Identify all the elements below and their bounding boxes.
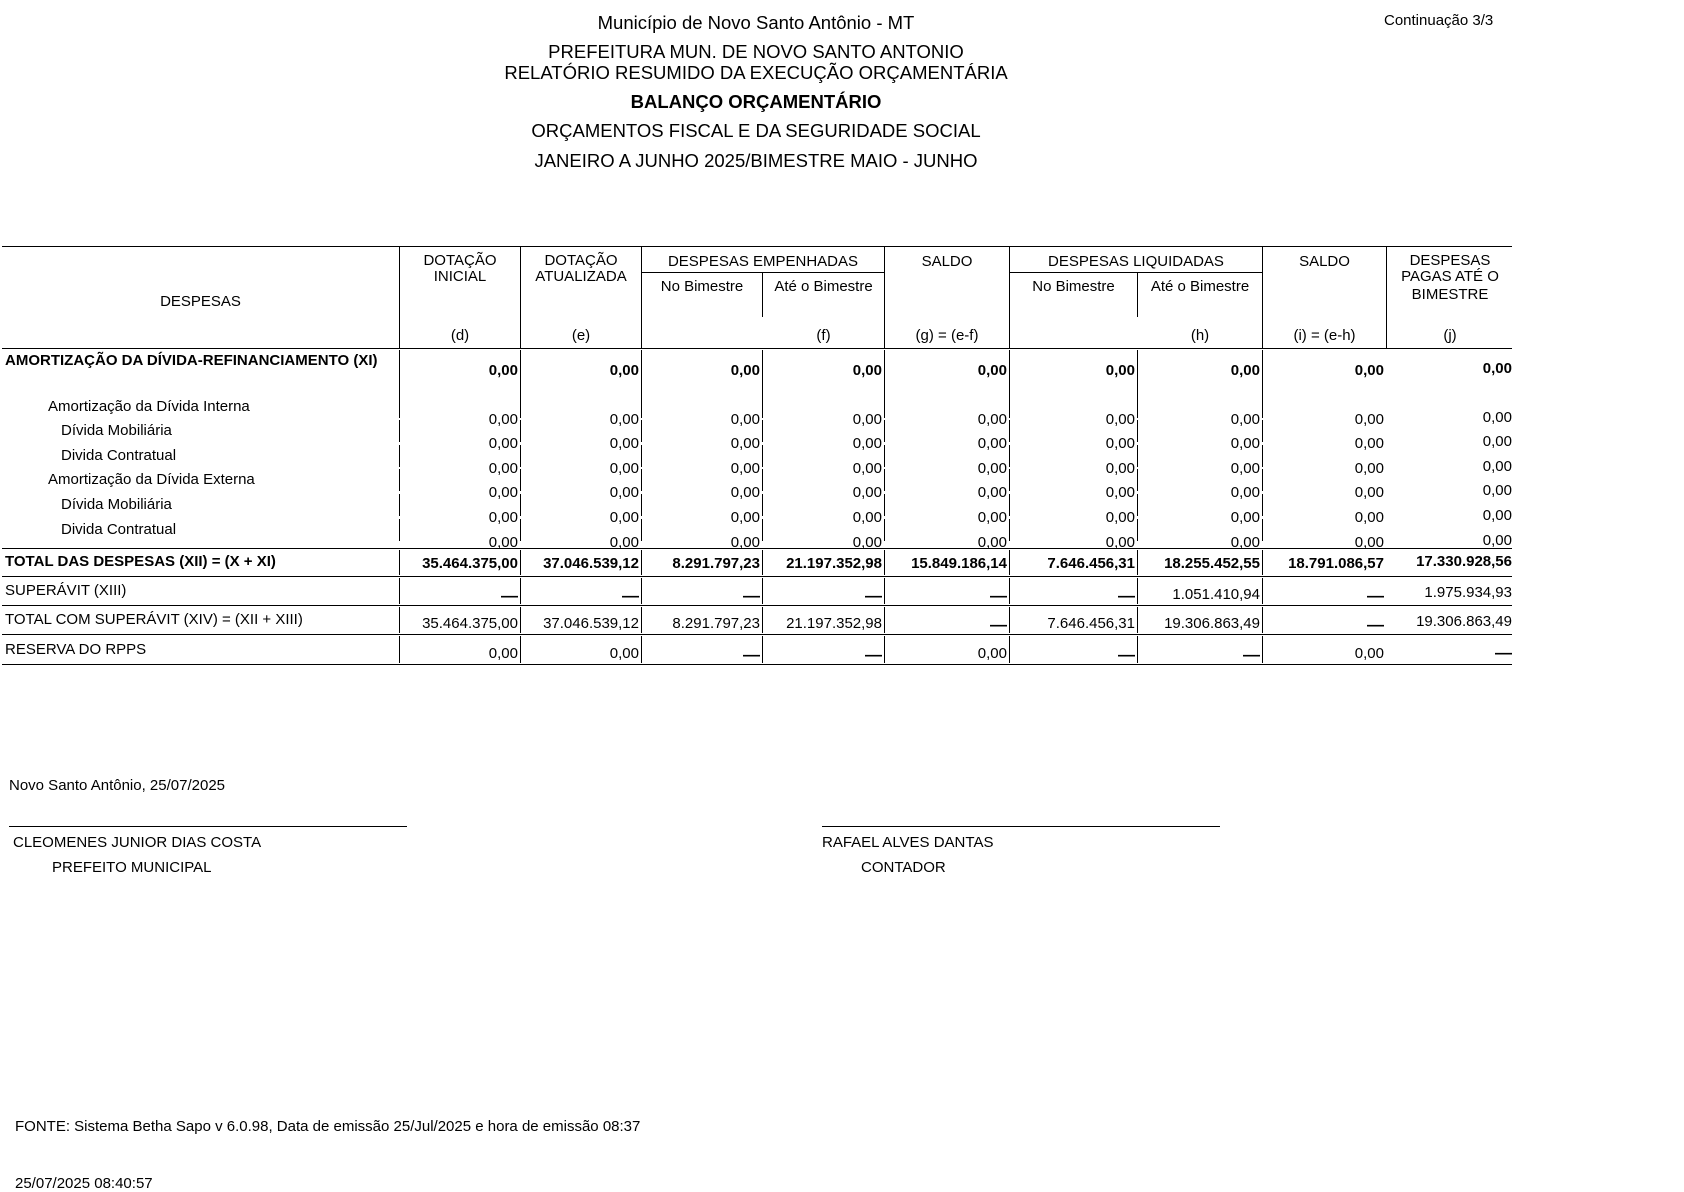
col-header-pagas-3: BIMESTRE — [1411, 286, 1489, 303]
row-label: Dívida Mobiliária — [61, 422, 172, 439]
table-cell: 0,00 — [977, 411, 1007, 428]
report-name: RELATÓRIO RESUMIDO DA EXECUÇÃO ORÇAMENTÁRIA — [504, 62, 1008, 83]
row-col-divider — [1262, 550, 1263, 575]
table-cell: 0,00 — [1105, 435, 1135, 452]
table-cell: 0,00 — [1482, 409, 1512, 426]
row-label: Amortização da Dívida Interna — [48, 398, 250, 415]
table-cell: 0,00 — [488, 645, 518, 662]
row-col-divider — [399, 350, 400, 372]
row-col-divider — [1262, 494, 1263, 516]
table-cell: 0,00 — [852, 534, 882, 551]
row-col-divider — [1009, 607, 1010, 633]
row-col-divider — [1137, 445, 1138, 467]
row-col-divider — [1009, 396, 1010, 418]
table-cell: 0,00 — [730, 484, 760, 501]
table-cell: 0,00 — [977, 509, 1007, 526]
row-col-divider — [1009, 420, 1010, 442]
table-cell: — — [1367, 615, 1384, 634]
col-code-j: (j) — [1443, 327, 1457, 344]
row-col-divider — [1137, 550, 1138, 575]
table-cell: 0,00 — [1354, 645, 1384, 662]
table-cell: 18.791.086,57 — [1288, 555, 1384, 572]
table-cell: 0,00 — [1482, 458, 1512, 475]
row-col-divider — [1009, 519, 1010, 541]
table-cell: — — [1118, 645, 1135, 664]
table-cell: 0,00 — [852, 509, 882, 526]
row-col-divider — [641, 420, 642, 442]
row-col-divider — [1262, 469, 1263, 491]
row-col-divider — [1009, 469, 1010, 491]
row-col-divider — [641, 550, 642, 575]
table-cell: 0,00 — [1230, 534, 1260, 551]
report-period: JANEIRO A JUNHO 2025/BIMESTRE MAIO - JUNHO — [534, 150, 978, 171]
table-cell: 0,00 — [609, 362, 639, 379]
row-col-divider — [520, 578, 521, 604]
table-cell: 0,00 — [488, 362, 518, 379]
col-code-f: (f) — [816, 327, 831, 344]
row-col-divider — [884, 396, 885, 418]
row-label: RESERVA DO RPPS — [5, 641, 147, 658]
municipality-title: Município de Novo Santo Antônio - MT — [597, 12, 915, 33]
table-cell: — — [1367, 586, 1384, 605]
row-label: TOTAL COM SUPERÁVIT (XIV) = (XII + XIII) — [5, 611, 303, 628]
place-date: Novo Santo Antônio, 25/07/2025 — [9, 777, 226, 794]
table-cell: 0,00 — [977, 362, 1007, 379]
table-cell: 0,00 — [977, 484, 1007, 501]
row-col-divider — [762, 494, 763, 516]
table-cell: 1.051.410,94 — [1172, 586, 1260, 603]
report-scope: ORÇAMENTOS FISCAL E DA SEGURIDADE SOCIAL — [531, 120, 981, 141]
col-header-dotacao-atualizada: DOTAÇÃO — [544, 252, 618, 269]
row-col-divider — [399, 636, 400, 663]
table-cell: 0,00 — [1354, 460, 1384, 477]
row-col-divider — [762, 445, 763, 467]
row-col-divider — [399, 519, 400, 541]
col-code-g: (g) = (e-f) — [915, 327, 979, 344]
col-header-liq-no-bimestre: No Bimestre — [1032, 278, 1115, 295]
row-label: Divida Contratual — [61, 447, 177, 464]
row-col-divider — [641, 519, 642, 541]
table-cell: 0,00 — [609, 645, 639, 662]
table-cell: 0,00 — [1105, 362, 1135, 379]
table-cell: 0,00 — [852, 484, 882, 501]
table-cell: 0,00 — [1230, 362, 1260, 379]
table-cell: — — [501, 586, 518, 605]
row-col-divider — [884, 494, 885, 516]
row-col-divider — [520, 607, 521, 633]
row-col-divider — [399, 469, 400, 491]
col-header-despesas: DESPESAS — [160, 293, 241, 310]
continuation-label: Continuação 3/3 — [1384, 12, 1494, 29]
col-header-dotacao-atualizada-2: ATUALIZADA — [535, 268, 627, 285]
table-cell: 0,00 — [609, 435, 639, 452]
table-cell: 19.306.863,49 — [1164, 615, 1260, 632]
table-cell: 0,00 — [730, 411, 760, 428]
table-cell: 0,00 — [609, 534, 639, 551]
table-cell: 0,00 — [488, 534, 518, 551]
table-cell: — — [990, 586, 1007, 605]
row-col-divider — [520, 494, 521, 516]
table-cell: 0,00 — [730, 509, 760, 526]
table-cell: 0,00 — [1230, 484, 1260, 501]
row-col-divider — [884, 550, 885, 575]
signature-1-role: PREFEITO MUNICIPAL — [52, 859, 212, 876]
report-title: BALANÇO ORÇAMENTÁRIO — [630, 91, 882, 112]
signature-1-name: CLEOMENES JUNIOR DIAS COSTA — [13, 834, 262, 851]
row-col-divider — [1137, 519, 1138, 541]
row-col-divider — [884, 350, 885, 372]
table-cell: — — [743, 586, 760, 605]
row-col-divider — [520, 350, 521, 372]
row-col-divider — [641, 607, 642, 633]
table-cell: 0,00 — [1354, 362, 1384, 379]
row-col-divider — [884, 469, 885, 491]
table-cell: 0,00 — [730, 460, 760, 477]
table-cell: 0,00 — [609, 460, 639, 477]
row-label: Amortização da Dívida Externa — [48, 471, 255, 488]
row-col-divider — [762, 469, 763, 491]
table-cell: 1.975.934,93 — [1424, 584, 1512, 601]
row-label: Divida Contratual — [61, 521, 177, 538]
row-col-divider — [1009, 350, 1010, 372]
table-cell: 19.306.863,49 — [1416, 613, 1512, 630]
col-header-emp-no-bimestre: No Bimestre — [660, 278, 744, 295]
col-code-h: (h) — [1190, 327, 1210, 344]
row-col-divider — [1262, 578, 1263, 604]
table-cell: 0,00 — [1230, 411, 1260, 428]
table-cell: — — [743, 645, 760, 664]
row-col-divider — [399, 578, 400, 604]
row-col-divider — [520, 396, 521, 418]
table-cell: 0,00 — [852, 362, 882, 379]
row-col-divider — [641, 350, 642, 372]
row-col-divider — [1262, 607, 1263, 633]
table-cell: 0,00 — [1482, 360, 1512, 377]
row-col-divider — [399, 445, 400, 467]
col-code-i: (i) = (e-h) — [1293, 327, 1356, 344]
table-cell: 18.255.452,55 — [1164, 555, 1260, 572]
table-cell: 0,00 — [1482, 482, 1512, 499]
row-col-divider — [762, 519, 763, 541]
row-label: AMORTIZAÇÃO DA DÍVIDA-REFINANCIAMENTO (XI) — [5, 352, 378, 369]
col-header-liq-ate-bimestre: Até o Bimestre — [1150, 278, 1250, 295]
row-col-divider — [1262, 519, 1263, 541]
table-cell: 0,00 — [730, 435, 760, 452]
signature-2-name: RAFAEL ALVES DANTAS — [822, 834, 994, 851]
row-col-divider — [1137, 350, 1138, 372]
row-col-divider — [762, 578, 763, 604]
table-cell: 0,00 — [1482, 532, 1512, 549]
row-col-divider — [762, 607, 763, 633]
row-col-divider — [399, 550, 400, 575]
signature-line-2 — [822, 826, 1220, 827]
table-cell: — — [865, 645, 882, 664]
col-header-pagas-2: PAGAS ATÉ O — [1401, 268, 1499, 285]
table-cell: 0,00 — [1230, 509, 1260, 526]
row-col-divider — [641, 445, 642, 467]
table-cell: 37.046.539,12 — [543, 615, 639, 632]
source-note: FONTE: Sistema Betha Sapo v 6.0.98, Data de emissão 25/Jul/2025 e hora de emissão 08:37 — [15, 1118, 641, 1135]
row-col-divider — [520, 445, 521, 467]
row-col-divider — [1009, 494, 1010, 516]
row-rule-superavit — [2, 576, 1512, 577]
row-col-divider — [1262, 396, 1263, 418]
table-cell: 0,00 — [1354, 411, 1384, 428]
col-header-saldo-1: SALDO — [921, 253, 973, 270]
table-cell: 0,00 — [977, 435, 1007, 452]
row-col-divider — [641, 396, 642, 418]
row-col-divider — [641, 469, 642, 491]
table-cell: 0,00 — [1105, 509, 1135, 526]
row-col-divider — [520, 469, 521, 491]
table-cell: 0,00 — [852, 435, 882, 452]
row-col-divider — [399, 396, 400, 418]
row-col-divider — [762, 636, 763, 663]
row-col-divider — [884, 519, 885, 541]
row-col-divider — [884, 420, 885, 442]
row-col-divider — [1009, 636, 1010, 663]
row-col-divider — [762, 350, 763, 372]
table-cell: 0,00 — [977, 460, 1007, 477]
row-col-divider — [520, 519, 521, 541]
row-col-divider — [641, 494, 642, 516]
table-cell: 17.330.928,56 — [1416, 553, 1512, 570]
table-cell: 35.464.375,00 — [422, 615, 518, 632]
row-col-divider — [1137, 607, 1138, 633]
row-col-divider — [520, 636, 521, 663]
table-cell: 0,00 — [488, 484, 518, 501]
row-col-divider — [1262, 420, 1263, 442]
table-cell: 0,00 — [730, 534, 760, 551]
table-cell: 0,00 — [1482, 507, 1512, 524]
table-cell: 0,00 — [488, 509, 518, 526]
col-header-liquidadas: DESPESAS LIQUIDADAS — [1048, 253, 1224, 270]
col-header-emp-ate-bimestre: Até o Bimestre — [774, 278, 873, 295]
table-cell: 35.464.375,00 — [422, 555, 518, 572]
table-cell: — — [1118, 586, 1135, 605]
table-cell: 0,00 — [1354, 534, 1384, 551]
table-cell: 0,00 — [488, 411, 518, 428]
table-cell: — — [990, 615, 1007, 634]
table-cell: 0,00 — [1105, 534, 1135, 551]
row-col-divider — [1009, 578, 1010, 604]
table-cell: — — [1495, 643, 1512, 662]
table-cell: 0,00 — [1230, 435, 1260, 452]
row-col-divider — [399, 494, 400, 516]
table-cell: 15.849.186,14 — [911, 555, 1007, 572]
row-col-divider — [1262, 350, 1263, 372]
table-cell: 0,00 — [609, 484, 639, 501]
table-cell: 0,00 — [1230, 460, 1260, 477]
row-label: SUPERÁVIT (XIII) — [5, 582, 127, 599]
row-col-divider — [1009, 550, 1010, 575]
table-top-rule — [2, 246, 1512, 247]
table-cell: 0,00 — [1354, 484, 1384, 501]
row-col-divider — [1262, 636, 1263, 663]
row-col-divider — [762, 396, 763, 418]
row-col-divider — [884, 636, 885, 663]
table-cell: 0,00 — [488, 460, 518, 477]
table-cell: 0,00 — [977, 534, 1007, 551]
row-col-divider — [884, 445, 885, 467]
signature-line-1 — [9, 826, 407, 827]
table-cell: 0,00 — [977, 645, 1007, 662]
empenhadas-sub-rule — [642, 272, 884, 273]
col-code-d: (d) — [450, 327, 470, 344]
table-cell: 0,00 — [1354, 509, 1384, 526]
row-col-divider — [884, 578, 885, 604]
col-header-saldo-2: SALDO — [1299, 253, 1350, 270]
table-cell: 8.291.797,23 — [672, 615, 760, 632]
row-col-divider — [399, 607, 400, 633]
liquidadas-sub-rule — [1010, 272, 1262, 273]
row-col-divider — [1009, 445, 1010, 467]
col-header-dotacao-inicial-2: INICIAL — [433, 268, 487, 285]
print-timestamp: 25/07/2025 08:40:57 — [15, 1175, 153, 1192]
row-col-divider — [762, 550, 763, 575]
col-header-pagas: DESPESAS — [1409, 252, 1491, 269]
table-cell: 8.291.797,23 — [672, 555, 760, 572]
table-cell: — — [622, 586, 639, 605]
row-col-divider — [884, 607, 885, 633]
table-cell: 0,00 — [609, 411, 639, 428]
table-cell: 0,00 — [1105, 484, 1135, 501]
entity-name: PREFEITURA MUN. DE NOVO SANTO ANTONIO — [548, 41, 964, 62]
table-cell: 0,00 — [609, 509, 639, 526]
table-cell: 7.646.456,31 — [1047, 555, 1135, 572]
table-cell: 0,00 — [1105, 411, 1135, 428]
row-col-divider — [1137, 469, 1138, 491]
table-cell: 0,00 — [730, 362, 760, 379]
row-col-divider — [641, 578, 642, 604]
row-col-divider — [1137, 396, 1138, 418]
table-cell: 21.197.352,98 — [786, 555, 882, 572]
row-col-divider — [1137, 636, 1138, 663]
col-header-dotacao-inicial: DOTAÇÃO — [423, 252, 497, 269]
header-bottom-rule — [2, 348, 1512, 349]
row-col-divider — [520, 550, 521, 575]
row-col-divider — [641, 636, 642, 663]
col-code-e: (e) — [571, 327, 591, 344]
table-cell: 21.197.352,98 — [786, 615, 882, 632]
table-cell: 0,00 — [488, 435, 518, 452]
table-cell: 0,00 — [1105, 460, 1135, 477]
table-cell: 0,00 — [1482, 433, 1512, 450]
row-col-divider — [1137, 420, 1138, 442]
col-header-empenhadas: DESPESAS EMPENHADAS — [667, 253, 859, 270]
row-label: TOTAL DAS DESPESAS (XII) = (X + XI) — [5, 553, 276, 570]
row-col-divider — [520, 420, 521, 442]
table-cell: — — [1243, 645, 1260, 664]
row-col-divider — [762, 420, 763, 442]
table-cell: 7.646.456,31 — [1047, 615, 1135, 632]
table-cell: — — [865, 586, 882, 605]
row-col-divider — [1137, 578, 1138, 604]
table-cell: 37.046.539,12 — [543, 555, 639, 572]
table-cell: 0,00 — [852, 411, 882, 428]
row-label: Dívida Mobiliária — [61, 496, 172, 513]
signature-2-role: CONTADOR — [861, 859, 946, 876]
row-col-divider — [1137, 494, 1138, 516]
table-cell: 0,00 — [1354, 435, 1384, 452]
row-col-divider — [399, 420, 400, 442]
row-col-divider — [1262, 445, 1263, 467]
table-cell: 0,00 — [852, 460, 882, 477]
